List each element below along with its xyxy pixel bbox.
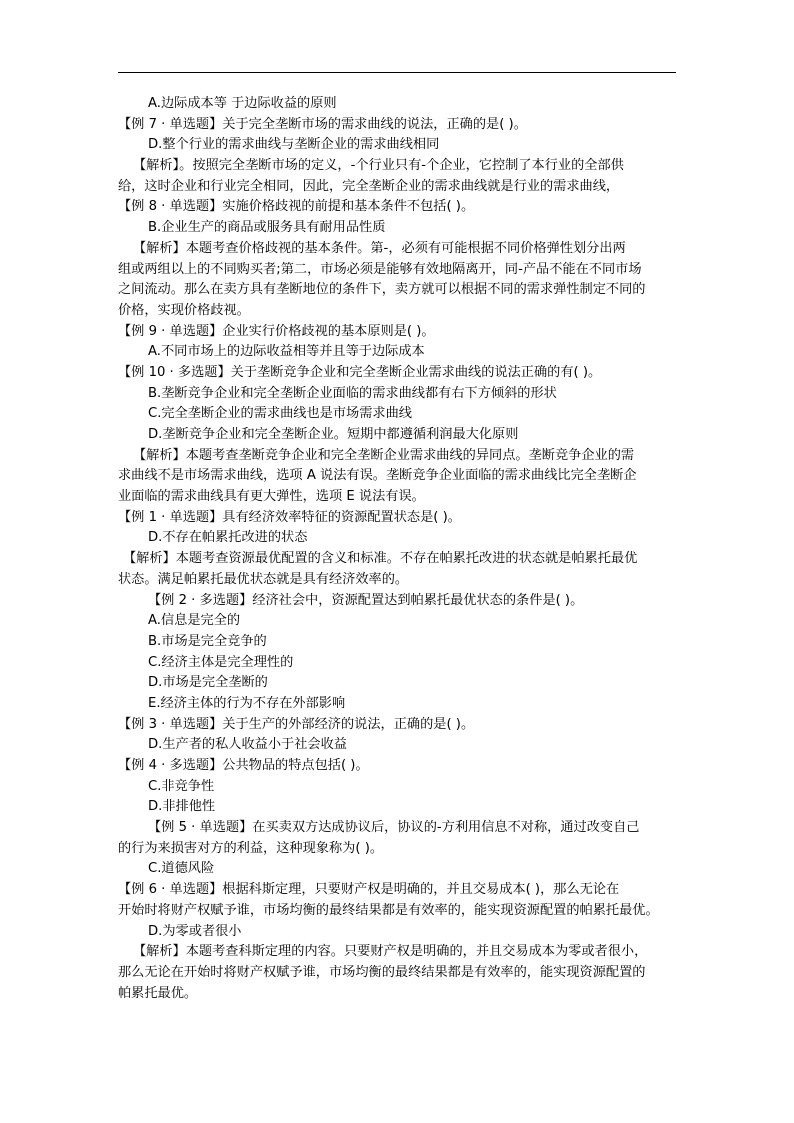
option-line: C.经济主体是完全理性的 bbox=[148, 654, 294, 670]
question-line: 【例 7 · 单选题】关于完全垄断市场的需求曲线的说法，正确的是( )。 bbox=[118, 116, 527, 132]
option-line: D.非排他性 bbox=[148, 799, 216, 815]
option-line: D.不存在帕累托改进的状态 bbox=[148, 530, 308, 546]
option-line: C.道德风险 bbox=[148, 861, 215, 877]
option-line: B.市场是完全竞争的 bbox=[148, 633, 267, 649]
analysis-line: 帕累托最优。 bbox=[118, 985, 198, 1001]
analysis-line: 业面临的需求曲线具有更大弹性，选项 E 说法有误。 bbox=[118, 489, 425, 505]
option-line: B.企业生产的商品或服务具有耐用品性质 bbox=[148, 220, 386, 236]
question-line: 开始时将财产权赋予谁，市场均衡的最终结果都是有效率的，能实现资源配置的帕累托最优。 bbox=[118, 902, 659, 918]
option-line: D.为零或者很小 bbox=[148, 923, 242, 939]
analysis-line: 【解析】。按照完全垄断市场的定义，-个行业只有-个企业，它控制了本行业的全部供 bbox=[133, 158, 624, 174]
analysis-line: 【解析】本题考查资源最优配置的含义和标准。不存在帕累托改进的状态就是帕累托最优 bbox=[123, 551, 638, 567]
question-line: 【例 6 · 单选题】根据科斯定理，只要财产权是明确的，并且交易成本( )，那么无论在 bbox=[118, 882, 620, 898]
option-line: C.非竞争性 bbox=[148, 778, 215, 794]
analysis-line: 价格，实现价格歧视。 bbox=[118, 302, 250, 318]
question-line: 【例 5 · 单选题】在买卖双方达成协议后，协议的-方利用信息不对称，通过改变自己 bbox=[148, 820, 640, 836]
analysis-line: 【解析】本题考查垄断竞争企业和完全垄断企业需求曲线的异同点。垄断竞争企业的需 bbox=[133, 447, 635, 463]
option-line: D.垄断竞争企业和完全垄断企业。短期中都遵循利润最大化原则 bbox=[148, 427, 519, 442]
question-line: 【例 8 · 单选题】实施价格歧视的前提和基本条件不包括( )。 bbox=[118, 199, 475, 215]
analysis-line: 求曲线不是市场需求曲线，选项 A 说法有误。垄断竞争企业面临的需求曲线比完全垄断企 bbox=[118, 468, 637, 484]
option-line: A.边际成本等 于边际收益的原则 bbox=[148, 96, 337, 111]
option-line: E.经济主体的行为不存在外部影响 bbox=[148, 695, 346, 711]
analysis-line: 组或两组以上的不同购买者;第二，市场必须是能够有效地隔离开，同-产品不能在不同市场 bbox=[118, 261, 642, 277]
analysis-line: 【解析】本题考查价格歧视的基本条件。第-，必须有可能根据不同价格弹性划分出两 bbox=[133, 240, 626, 256]
analysis-line: 【解析】本题考查科斯定理的内容。只要财产权是明确的，并且交易成本为零或者很小， bbox=[133, 944, 648, 960]
option-line: C.完全垄断企业的需求曲线也是市场需求曲线 bbox=[148, 406, 412, 422]
analysis-line: 之间流动。那么在卖方具有垄断地位的条件下，卖方就可以根据不同的需求弹性制定不同的 bbox=[118, 282, 646, 298]
question-line: 【例 10 · 多选题】关于垄断竞争企业和完全垄断企业需求曲线的说法正确的有( )。 bbox=[118, 364, 602, 380]
analysis-line: 那么无论在开始时将财产权赋予谁，市场均衡的最终结果都是有效率的，能实现资源配置的 bbox=[118, 964, 646, 980]
question-line: 【例 3 · 单选题】关于生产的外部经济的说法，正确的是( )。 bbox=[118, 716, 475, 732]
option-line: B.垄断竞争企业和完全垄断企业面临的需求曲线都有右下方倾斜的形状 bbox=[148, 385, 557, 401]
option-line: D.整个行业的需求曲线与垄断企业的需求曲线相同 bbox=[148, 137, 440, 153]
analysis-line: 给，这时企业和行业完全相同，因此，完全垄断企业的需求曲线就是行业的需求曲线， bbox=[118, 178, 620, 194]
question-line: 【例 4 · 多选题】公共物品的特点包括( )。 bbox=[118, 758, 369, 773]
option-line: D.市场是完全垄断的 bbox=[148, 675, 268, 691]
question-line: 【例 1 · 单选题】具有经济效率特征的资源配置状态是( )。 bbox=[118, 509, 461, 525]
option-line: A.不同市场上的边际收益相等并且等于边际成本 bbox=[148, 344, 425, 360]
option-line: D.生产者的私人收益小于社会收益 bbox=[148, 737, 347, 753]
header-rule bbox=[118, 72, 676, 73]
question-line: 的行为来损害对方的利益，这种现象称为( )。 bbox=[118, 840, 384, 856]
option-line: A.信息是完全的 bbox=[148, 613, 241, 629]
document-body bbox=[118, 94, 678, 1004]
question-line: 【例 2 · 多选题】经济社会中，资源配置达到帕累托最优状态的条件是( )。 bbox=[148, 592, 584, 608]
analysis-line: 状态。满足帕累托最优状态就是具有经济效率的。 bbox=[118, 571, 409, 587]
question-line: 【例 9 · 单选题】企业实行价格歧视的基本原则是( )。 bbox=[118, 323, 435, 339]
